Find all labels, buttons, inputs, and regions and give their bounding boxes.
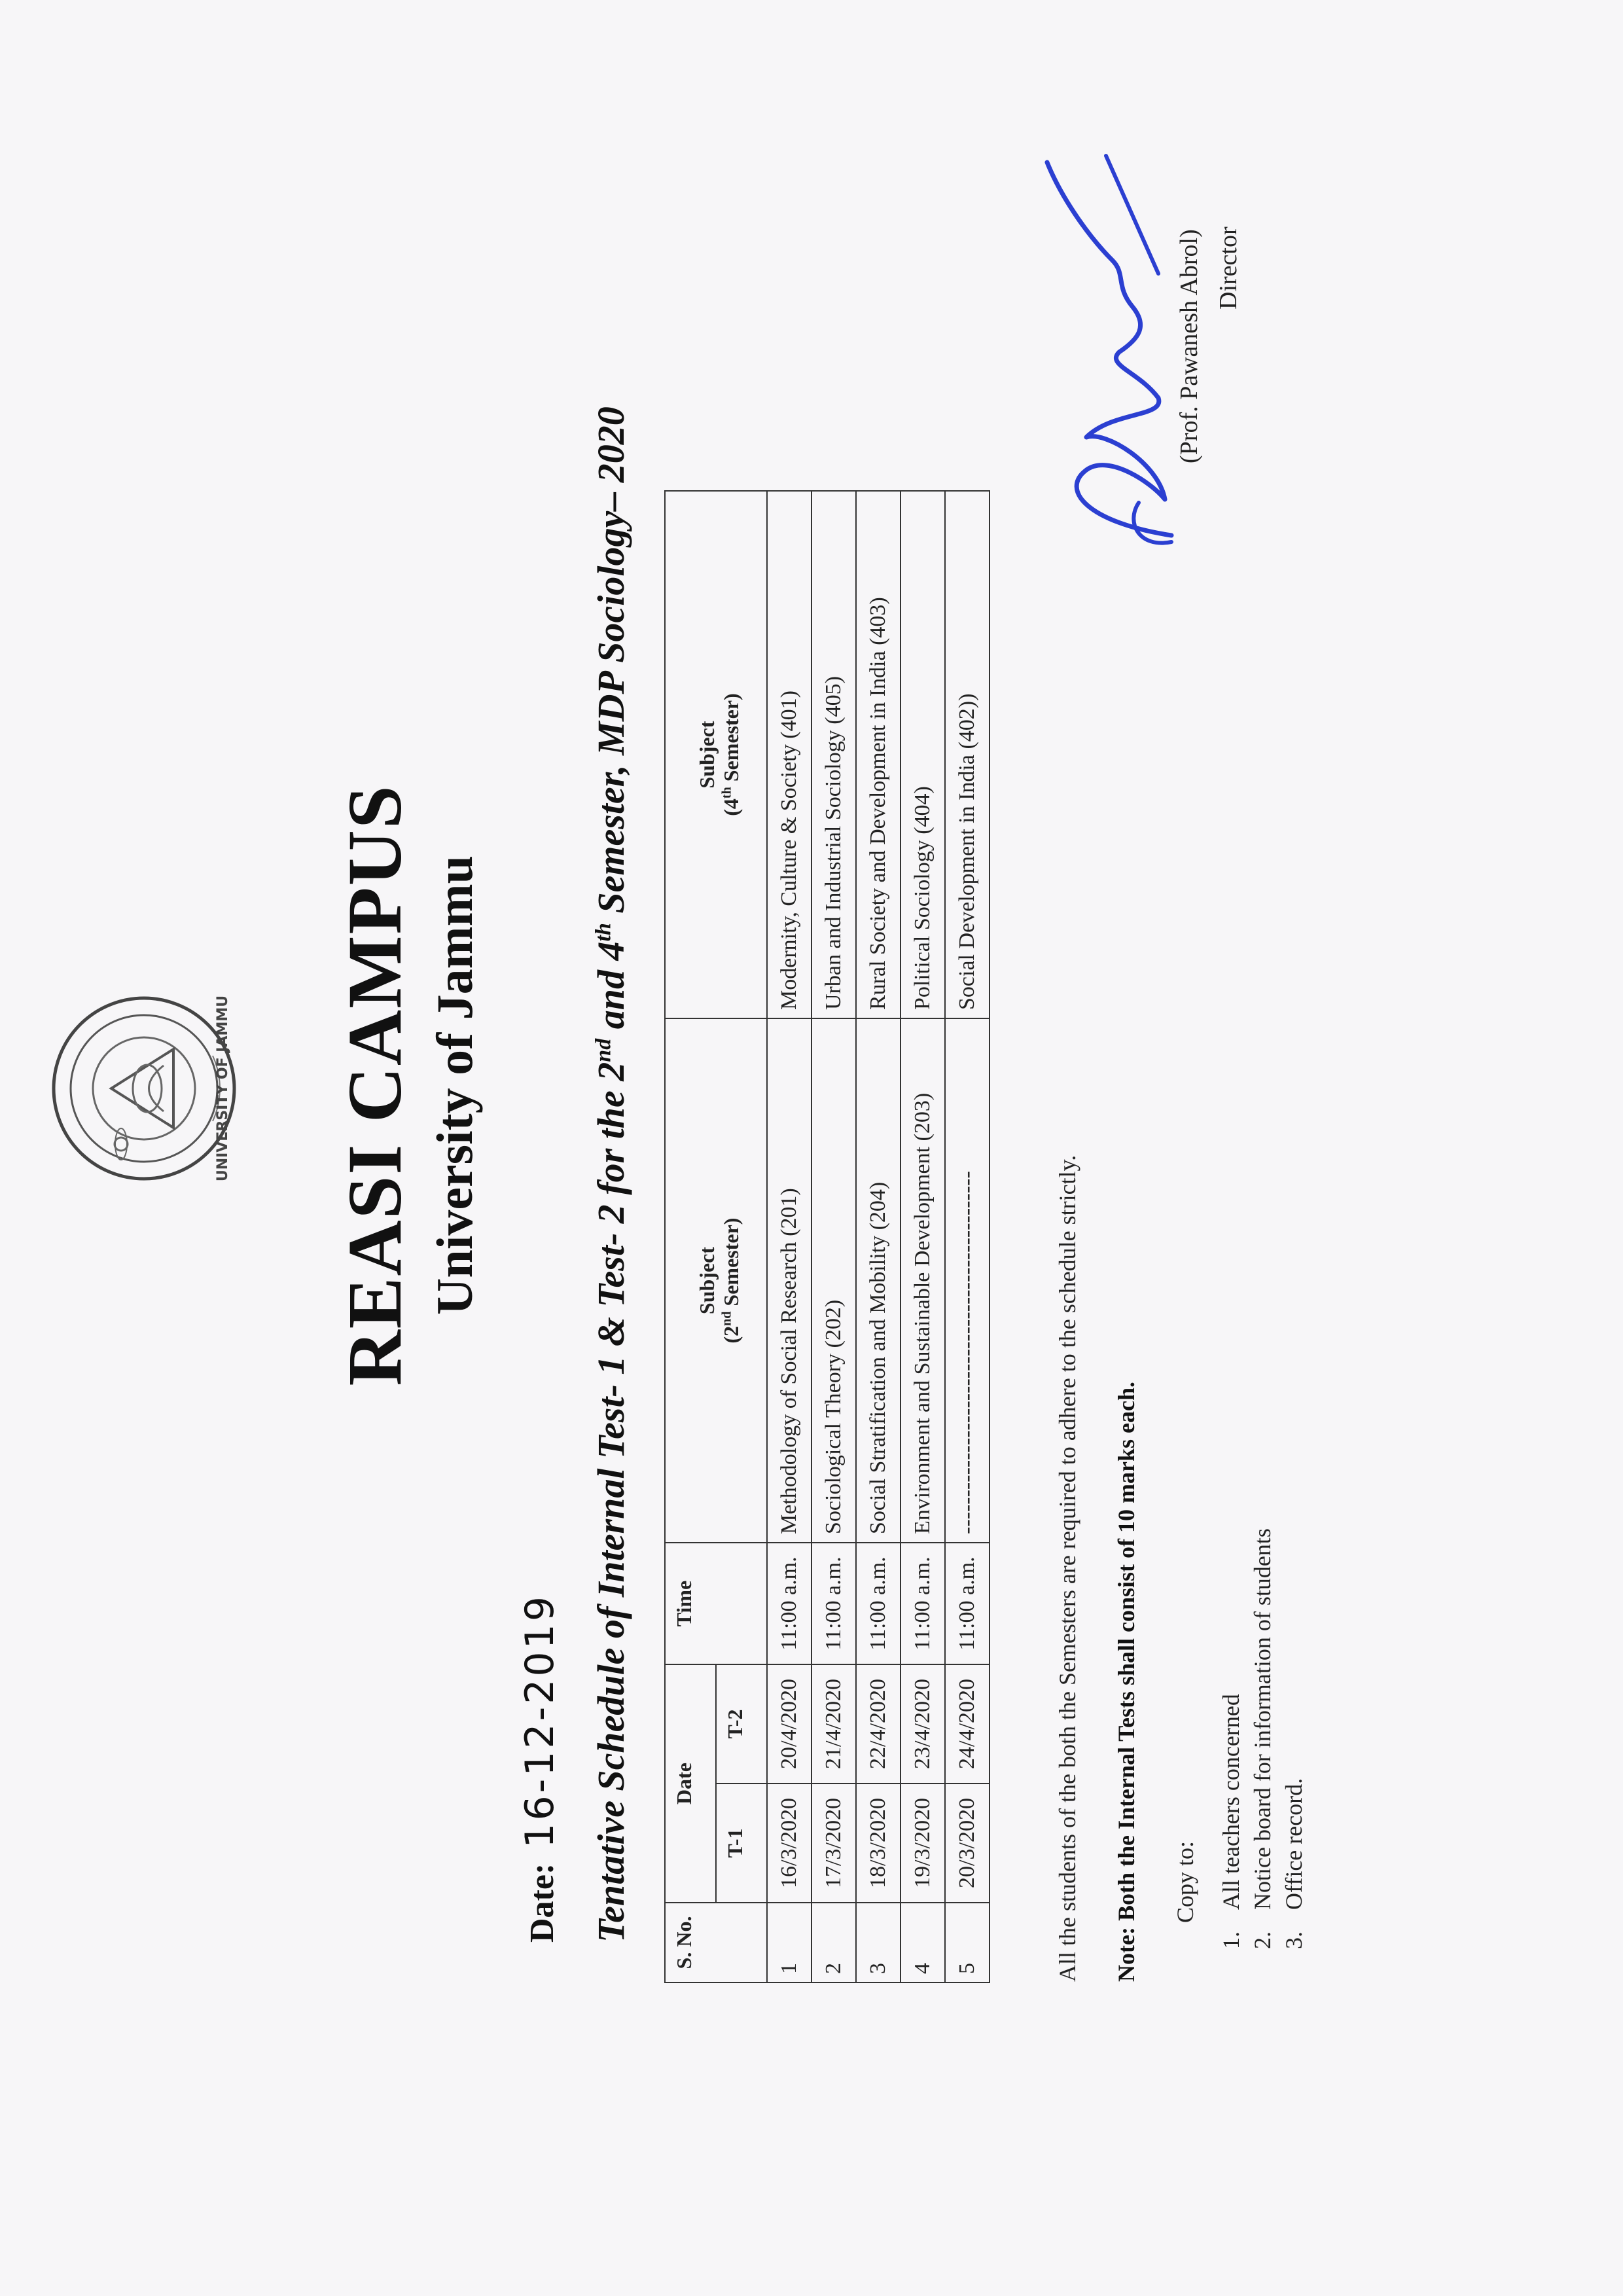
university-logo-seal <box>49 994 239 1183</box>
cell-subject-sem2: Environment and Sustainable Development (203) <box>901 1018 945 1543</box>
cell-subject-sem2: Social Stratification and Mobility (204) <box>856 1018 901 1543</box>
cell-time: 11:00 a.m. <box>901 1543 945 1664</box>
list-item-number: 2. <box>1249 1931 1275 1949</box>
cell-subject-sem4: Rural Society and Development in India (403) <box>856 491 901 1018</box>
table-row <box>901 491 945 1982</box>
cell-t1: 18/3/2020 <box>856 1784 901 1903</box>
cell-t2: 20/4/2020 <box>767 1664 812 1784</box>
header-sno: S. No. <box>665 1903 767 1982</box>
cell-subject-sem2: Methodology of Social Research (201) <box>767 1018 812 1543</box>
signatory-title: Director <box>1215 226 1242 310</box>
marks-note: Note: Both the Internal Tests shall consist of 10 marks each. <box>1113 1381 1139 1982</box>
header-time: Time <box>665 1543 767 1664</box>
cell-t2: 24/4/2020 <box>945 1664 990 1784</box>
cell-sno: 2 <box>812 1903 856 1982</box>
schedule-table <box>664 490 990 1983</box>
header-sem4-label: (4th Semester) <box>719 693 743 816</box>
cell-sno: 5 <box>945 1903 990 1982</box>
date-value: 16-12-2019 <box>517 1594 563 1848</box>
header-sem2-label: (2nd Semester) <box>719 1217 743 1344</box>
cell-t2: 22/4/2020 <box>856 1664 901 1784</box>
institution-subtitle: University of Jammu <box>426 855 483 1315</box>
header-t2: T-2 <box>716 1664 767 1784</box>
heading-part-3: Semester, MDP Sociology– 2020 <box>590 406 632 924</box>
table-row <box>812 491 856 1982</box>
cell-time: 11:00 a.m. <box>856 1543 901 1664</box>
heading-sup-2: th <box>591 923 616 942</box>
list-item-text: Notice board for information of students <box>1249 1528 1275 1910</box>
header-subject-sem2 <box>665 1018 767 1543</box>
list-item-text: Office record. <box>1281 1778 1307 1910</box>
institution-title: REASI CAMPUS <box>332 784 418 1386</box>
list-item-number: 3. <box>1281 1931 1307 1949</box>
header-t1: T-1 <box>716 1784 767 1903</box>
list-item-number: 1. <box>1218 1931 1244 1949</box>
cell-subject-sem2: Sociological Theory (202) <box>812 1018 856 1543</box>
cell-t1: 20/3/2020 <box>945 1784 990 1903</box>
header-subject-sem4 <box>665 491 767 1018</box>
list-item-text: All teachers concerned <box>1218 1694 1244 1910</box>
list-item <box>1217 1528 1249 1949</box>
cell-time: 11:00 a.m. <box>812 1543 856 1664</box>
cell-subject-sem4: Social Development in India (402)) <box>945 491 990 1018</box>
cell-subject-sem4: Political Sociology (404) <box>901 491 945 1018</box>
header-date: Date <box>665 1664 716 1903</box>
heading-part-1: Tentative Schedule of Internal Test- 1 & Test- 2 for the 2 <box>590 1062 632 1943</box>
table-header-row <box>665 491 716 1982</box>
cell-sno: 3 <box>856 1903 901 1982</box>
heading-sup-1: nd <box>591 1038 616 1062</box>
signatory-name: (Prof. Pawanesh Abrol) <box>1175 229 1203 463</box>
schedule-heading <box>589 406 633 1943</box>
logo-lettering: UNIVERSITY OF JAMMU <box>215 995 231 1182</box>
cell-t1: 16/3/2020 <box>767 1784 812 1903</box>
list-item <box>1280 1528 1311 1949</box>
table-row <box>856 491 901 1982</box>
cell-time: 11:00 a.m. <box>767 1543 812 1664</box>
heading-part-2: and 4 <box>590 941 632 1039</box>
header-subject-label: Subject <box>695 721 719 789</box>
cell-subject-sem4: Modernity, Culture & Society (401) <box>767 491 812 1018</box>
adherence-note: All the students of the both the Semesters are required to adhere to the schedule strictly. <box>1054 1155 1080 1982</box>
date-line <box>517 1594 563 1943</box>
copy-to-list <box>1217 1528 1311 1949</box>
copy-to-label: Copy to: <box>1172 1840 1198 1923</box>
cell-sno: 4 <box>901 1903 945 1982</box>
cell-sno: 1 <box>767 1903 812 1982</box>
list-item <box>1249 1528 1280 1949</box>
table-row <box>767 491 812 1982</box>
cell-subject-sem4: Urban and Industrial Sociology (405) <box>812 491 856 1018</box>
cell-t1: 19/3/2020 <box>901 1784 945 1903</box>
cell-t2: 23/4/2020 <box>901 1664 945 1784</box>
cell-t2: 21/4/2020 <box>812 1664 856 1784</box>
cell-t1: 17/3/2020 <box>812 1784 856 1903</box>
header-subject-label: Subject <box>695 1246 719 1315</box>
date-label: Date: <box>524 1863 561 1943</box>
cell-time: 11:00 a.m. <box>945 1543 990 1664</box>
table-row <box>945 491 990 1982</box>
cell-subject-sem2: ------------------------------------------------- <box>945 1018 990 1543</box>
